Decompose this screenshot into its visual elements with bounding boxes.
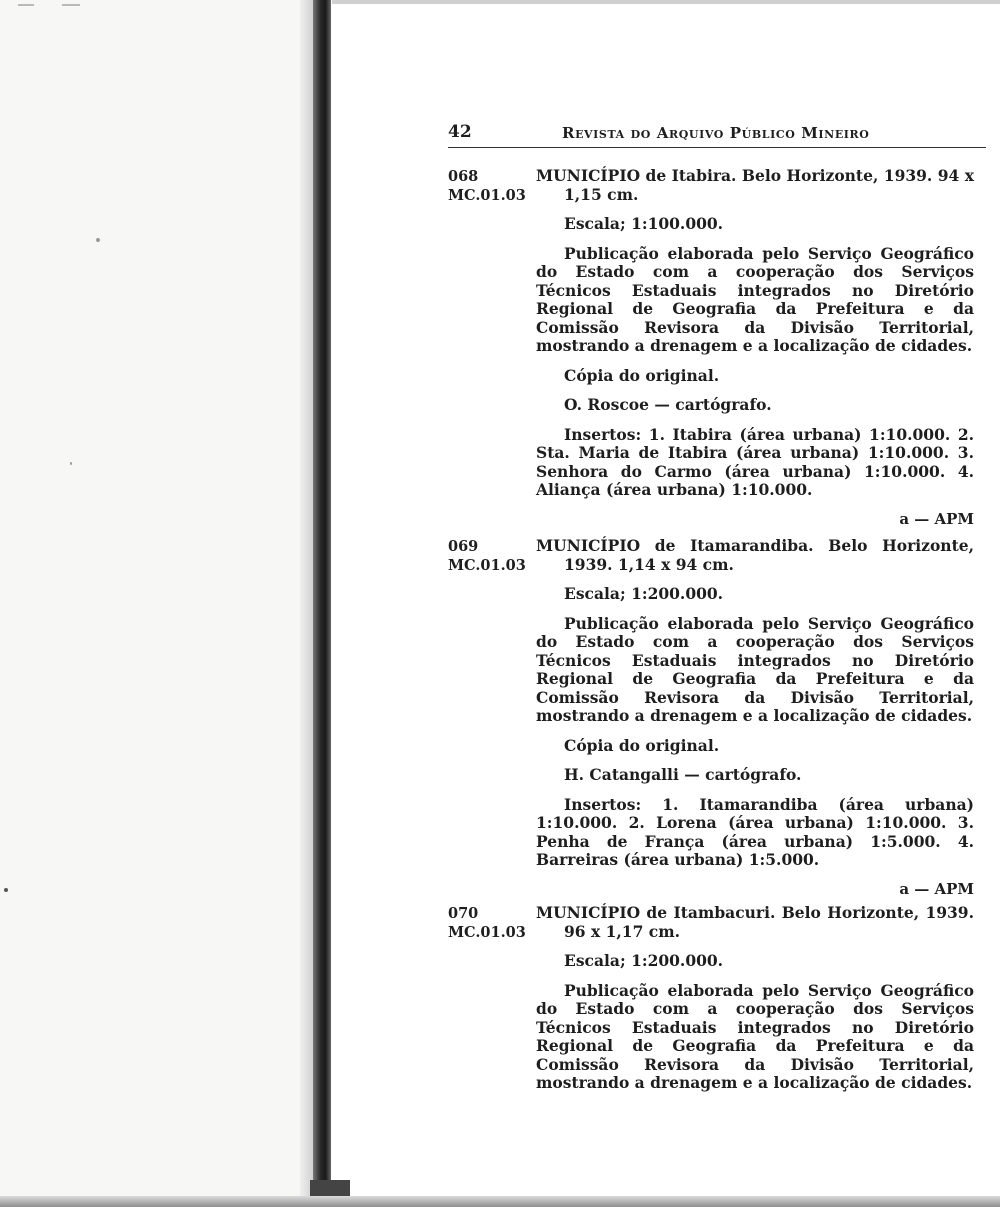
header-rule bbox=[448, 147, 986, 148]
facing-page-margin bbox=[0, 0, 320, 1207]
page-bottom-edge bbox=[0, 1196, 1000, 1207]
page-header bbox=[448, 118, 986, 148]
entry-title: MUNICÍPIO de Itamarandiba. Belo Horizonte, 1939. 1,14 x 94 cm. bbox=[536, 536, 974, 574]
entry-description: Publicação elaborada pelo Serviço Geográfico do Estado com a cooperação dos Serviços Técnicos Estaduais integrados no Diretório Regional de Geografia da Prefeitura e da Comissão Revisora da Divisão Territorial, mostrando a drenagem e a localização de cidades. bbox=[536, 613, 974, 725]
entry-scale: Escala; 1:100.000. bbox=[564, 214, 724, 233]
scan-artifact bbox=[18, 4, 34, 6]
entry-insets: Insertos: 1. Itabira (área urbana) 1:10.000. 2. Sta. Maria de Itabira (área urbana) 1:10.000. 3. Senhora do Carmo (área urbana) 1:10.000. 4. Aliança (área urbana) 1:10.000. bbox=[536, 424, 974, 499]
scan-speck bbox=[96, 238, 100, 242]
entry-title: MUNICÍPIO de Itabira. Belo Horizonte, 1939. 94 x 1,15 cm. bbox=[536, 166, 974, 204]
entry-number: 070 bbox=[448, 905, 479, 922]
entry-codes bbox=[448, 167, 526, 205]
entry-cartographer: O. Roscoe — cartógrafo. bbox=[564, 395, 772, 414]
scan-speck bbox=[70, 462, 72, 465]
entry-number: 068 bbox=[448, 168, 479, 185]
entry-body bbox=[536, 537, 974, 898]
entry-body bbox=[536, 904, 974, 1093]
entry-holding: a — APM bbox=[899, 509, 974, 528]
entry-scale: Escala; 1:200.000. bbox=[564, 584, 724, 603]
entry-classification: MC.01.03 bbox=[448, 557, 526, 574]
entry-classification: MC.01.03 bbox=[448, 187, 526, 204]
entry-classification: MC.01.03 bbox=[448, 924, 526, 941]
entry-description: Publicação elaborada pelo Serviço Geográfico do Estado com a cooperação dos Serviços Técnicos Estaduais integrados no Diretório Regional de Geografia da Prefeitura e da Comissão Revisora da Divisão Territorial, mostrando a drenagem e a localização de cidades. bbox=[536, 243, 974, 355]
entry-copy: Cópia do original. bbox=[564, 365, 720, 385]
entry-description: Publicação elaborada pelo Serviço Geográfico do Estado com a cooperação dos Serviços Técnicos Estaduais integrados no Diretório Regional de Geografia da Prefeitura e da Comissão Revisora da Divisão Territorial, mostrando a drenagem e a localização de cidades. bbox=[536, 980, 974, 1092]
page-top-edge bbox=[332, 0, 1000, 4]
entry-codes bbox=[448, 537, 526, 575]
entry-scale: Escala; 1:200.000. bbox=[564, 951, 724, 970]
scan-speck bbox=[4, 888, 8, 892]
scan-artifact bbox=[62, 4, 80, 6]
entry-title: MUNICÍPIO de Itambacuri. Belo Horizonte, 1939. 96 x 1,17 cm. bbox=[536, 903, 974, 941]
entry-number: 069 bbox=[448, 538, 479, 555]
entry-holding: a — APM bbox=[899, 879, 974, 898]
entry-codes bbox=[448, 904, 526, 942]
entry-insets: Insertos: 1. Itamarandiba (área urbana) 1:10.000. 2. Lorena (área urbana) 1:10.000. 3. Penha de França (área urbana) 1:5.000. 4. Barreiras (área urbana) 1:5.000. bbox=[536, 794, 974, 869]
entry-cartographer: H. Catangalli — cartógrafo. bbox=[564, 765, 802, 784]
running-title: Revista do Arquivo Público Mineiro bbox=[562, 124, 870, 142]
book-gutter bbox=[313, 0, 331, 1207]
entry-body bbox=[536, 167, 974, 528]
entry-copy: Cópia do original. bbox=[564, 735, 720, 755]
page-number: 42 bbox=[448, 122, 472, 142]
